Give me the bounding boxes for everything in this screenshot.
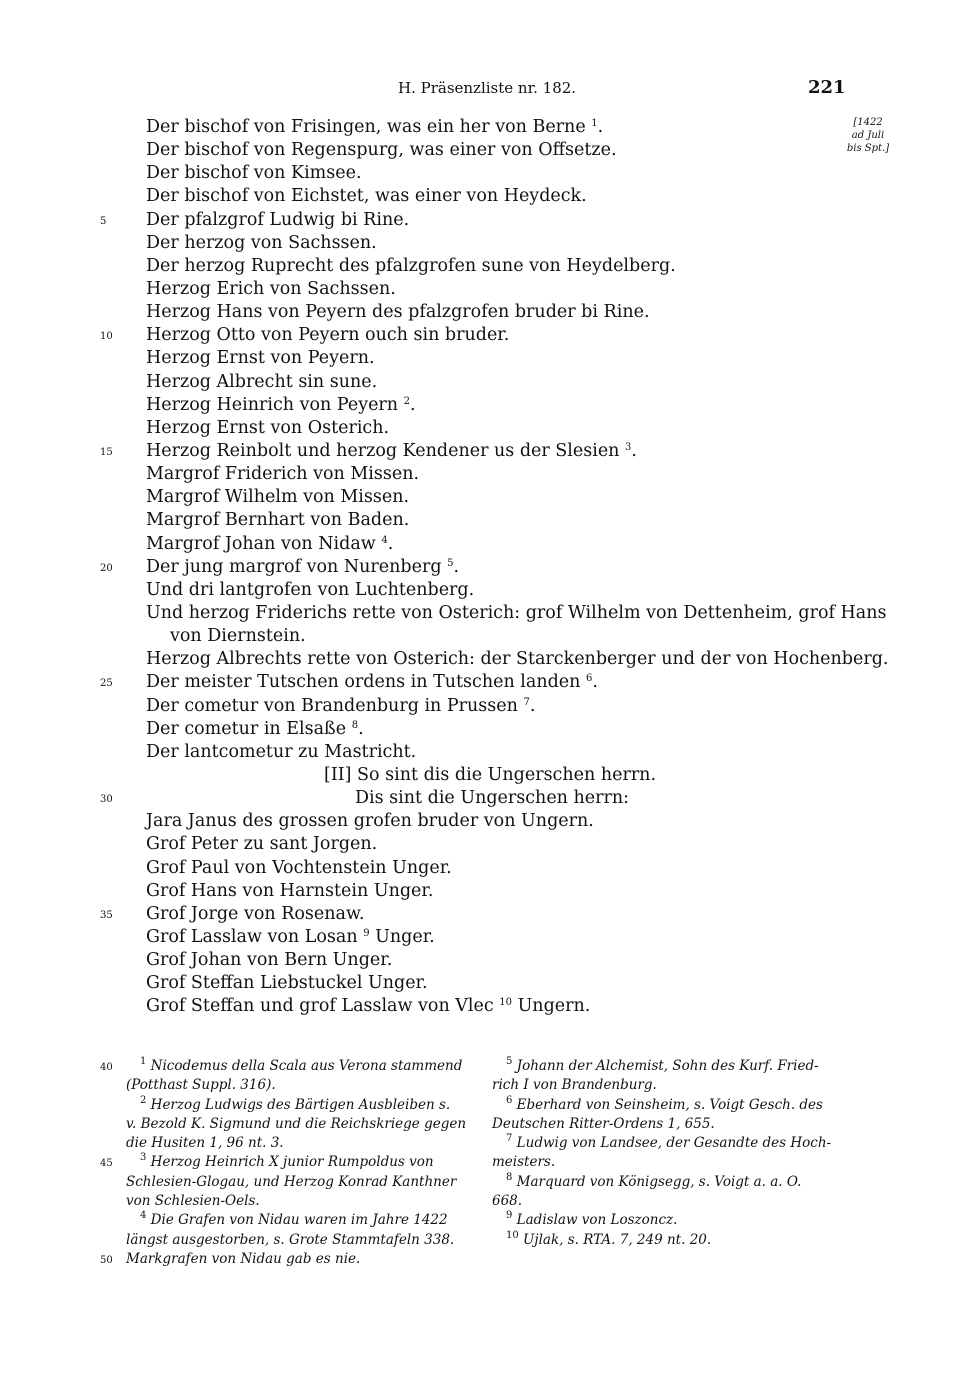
line-text bbox=[170, 625, 306, 648]
line-content: Der herzog von Sachssen. bbox=[146, 232, 377, 253]
line-content: Grof Hans von Harnstein Unger. bbox=[146, 880, 434, 901]
footnotes-left-column bbox=[100, 1056, 471, 1269]
line-text bbox=[146, 139, 617, 162]
text-line bbox=[0, 394, 960, 417]
line-end: . bbox=[592, 672, 598, 693]
line-content: Margrof Friderich von Missen. bbox=[146, 464, 420, 485]
line-number: 5 bbox=[100, 215, 107, 227]
footnote-line bbox=[126, 1115, 471, 1134]
footnote-line bbox=[492, 1096, 837, 1115]
text-line bbox=[0, 417, 960, 440]
footnote-line bbox=[126, 1096, 471, 1115]
line-content: Grof Steffan und grof Lasslaw von Vlec bbox=[146, 996, 494, 1017]
footnote-marker: 1 bbox=[140, 1056, 147, 1067]
line-text bbox=[146, 162, 362, 185]
footnote-line bbox=[100, 1152, 471, 1172]
footnote-text: die Husiten 1, 96 nt. 3. bbox=[126, 1135, 284, 1152]
margin-note-line: [1422 bbox=[853, 117, 883, 128]
line-end: . bbox=[387, 533, 394, 554]
line-end: . bbox=[410, 394, 416, 415]
line-text bbox=[146, 347, 375, 370]
line-content: von Diernstein. bbox=[170, 626, 306, 647]
text-line bbox=[0, 718, 960, 741]
line-number: 20 bbox=[100, 562, 113, 574]
line-content: Und dri lantgrofen von Luchtenberg. bbox=[146, 579, 475, 600]
line-content: Herzog Albrechts rette von Osterich: der Starckenberger und der von Hochenberg. bbox=[146, 649, 889, 670]
footnote-ref: 9 bbox=[363, 927, 370, 939]
line-content: Margrof Bernhart von Baden. bbox=[146, 510, 410, 531]
text-line bbox=[0, 556, 960, 579]
footnote-marker: 6 bbox=[506, 1094, 513, 1106]
text-line bbox=[0, 787, 960, 810]
line-number: 25 bbox=[100, 678, 113, 690]
line-number: 15 bbox=[100, 446, 113, 458]
line-content: Der jung margrof von Nurenberg bbox=[146, 556, 442, 577]
text-line bbox=[0, 810, 960, 833]
line-content: Der herzog Ruprecht des pfalzgrofen sune von Heydelberg. bbox=[146, 255, 676, 276]
line-content: Herzog Reinbolt und herzog Kendener us der Slesien bbox=[146, 440, 620, 461]
line-content: Herzog Otto von Peyern ouch sin bruder. bbox=[146, 325, 510, 346]
line-content: Grof Jorge von Rosenaw. bbox=[146, 903, 365, 924]
text-line bbox=[0, 602, 960, 625]
line-content: Dis sint die Ungerschen herrn: bbox=[355, 788, 630, 809]
footnote-marker: 4 bbox=[140, 1210, 147, 1222]
footnote-ref: 7 bbox=[523, 696, 530, 708]
line-text bbox=[146, 926, 435, 949]
line-text bbox=[146, 880, 433, 903]
margin-note-line: ad Juli bbox=[851, 130, 885, 141]
line-text bbox=[146, 949, 392, 972]
line-content: Margrof Johan von Nidaw bbox=[146, 533, 376, 554]
line-content: Jara Janus des grossen grofen bruder von Ungern. bbox=[146, 811, 594, 832]
text-line bbox=[0, 185, 960, 208]
footnote-line bbox=[126, 1134, 471, 1153]
footnote-text: Nicodemus della Scala aus Verona stammend bbox=[150, 1058, 463, 1074]
footnote-text: meisters. bbox=[492, 1154, 556, 1171]
line-content: [II] So sint dis die Ungerschen herrn. bbox=[324, 764, 657, 785]
text-line bbox=[0, 695, 960, 718]
text-line bbox=[0, 301, 960, 324]
footnote-line bbox=[126, 1231, 471, 1250]
line-end: Ungern. bbox=[512, 996, 591, 1017]
footnote-text: Markgrafen von Nidau gab es nie. bbox=[126, 1250, 361, 1267]
footnote-ref: 4 bbox=[381, 534, 388, 546]
footnote-text: Eberhard von Seinsheim, s. Voigt Gesch. des bbox=[516, 1096, 823, 1113]
text-line bbox=[0, 671, 960, 694]
line-text bbox=[355, 787, 629, 810]
footnote-text: Ujlak, s. RTA. 7, 249 nt. 20. bbox=[523, 1231, 712, 1248]
text-line bbox=[0, 116, 960, 139]
line-content: Grof Lasslaw von Losan bbox=[146, 926, 358, 947]
footnote-text: (Potthast Suppl. 316). bbox=[126, 1077, 276, 1094]
line-content: Der bischof von Eichstet, was einer von Heydeck. bbox=[146, 186, 587, 207]
line-text bbox=[146, 486, 409, 509]
line-content: Der bischof von Frisingen, was ein her von Berne bbox=[146, 117, 586, 137]
text-line bbox=[0, 139, 960, 162]
line-text bbox=[146, 810, 594, 833]
footnote-line bbox=[492, 1231, 837, 1250]
margin-note-line: bis Spt.] bbox=[846, 143, 890, 154]
line-text bbox=[146, 602, 886, 625]
line-text bbox=[146, 509, 409, 532]
footnotes-right-column bbox=[492, 1057, 837, 1250]
line-text bbox=[146, 232, 377, 255]
text-line bbox=[0, 232, 960, 255]
line-content: Der bischof von Regenspurg, was einer von Offsetze. bbox=[146, 140, 617, 161]
footnote-text: Deutschen Ritter-Ordens 1, 655. bbox=[492, 1115, 715, 1132]
line-content: Grof Steffan Liebstuckel Unger. bbox=[146, 973, 428, 994]
text-line bbox=[0, 972, 960, 995]
line-content: Herzog Hans von Peyern des pfalzgrofen bruder bi Rine. bbox=[146, 302, 650, 323]
line-end: . bbox=[631, 440, 637, 461]
line-end: Unger. bbox=[369, 926, 435, 947]
footnote-line bbox=[492, 1134, 837, 1153]
line-content: Der cometur von Brandenburg in Prussen bbox=[146, 695, 518, 716]
footnote-line bbox=[126, 1076, 471, 1095]
footnote-line bbox=[100, 1250, 471, 1269]
line-text bbox=[146, 533, 393, 556]
text-line bbox=[0, 625, 960, 648]
footnote-ref: 8 bbox=[351, 719, 359, 731]
text-line bbox=[0, 579, 960, 602]
line-content: Und herzog Friderichs rette von Osterich: grof Wilhelm von Dettenheim, grof Hans bbox=[146, 602, 887, 623]
footnote-ref: 1 bbox=[591, 118, 598, 129]
line-content: Margrof Wilhelm von Missen. bbox=[146, 487, 410, 508]
line-content: Der pfalzgrof Ludwig bi Rine. bbox=[146, 209, 410, 230]
footnote-text: Johann der Alchemist, Sohn des Kurf. Fried- bbox=[516, 1058, 819, 1074]
footnote-marker: 2 bbox=[140, 1094, 147, 1106]
footnote-line bbox=[492, 1115, 837, 1134]
text-line bbox=[0, 440, 960, 463]
line-text bbox=[146, 463, 419, 486]
footnote-line bbox=[492, 1057, 837, 1076]
footnote-ref: 3 bbox=[625, 441, 632, 453]
line-number: 30 bbox=[100, 794, 113, 806]
line-text bbox=[146, 324, 509, 347]
text-line bbox=[0, 324, 960, 347]
line-text bbox=[324, 764, 656, 787]
line-number: 40 bbox=[100, 1062, 113, 1073]
text-line bbox=[0, 371, 960, 394]
line-content: Herzog Albrecht sin sune. bbox=[146, 371, 378, 392]
line-text bbox=[146, 579, 474, 602]
line-text bbox=[146, 278, 396, 301]
line-text bbox=[146, 556, 459, 579]
line-text bbox=[146, 695, 535, 718]
footnote-marker: 7 bbox=[506, 1133, 513, 1145]
line-number: 10 bbox=[100, 331, 113, 343]
footnote-line bbox=[100, 1056, 471, 1076]
text-line bbox=[0, 833, 960, 856]
text-line bbox=[0, 463, 960, 486]
line-number: 35 bbox=[100, 909, 113, 921]
line-end: . bbox=[529, 695, 536, 716]
text-line bbox=[0, 648, 960, 671]
line-text bbox=[146, 185, 587, 208]
footnote-text: Ludwig von Landsee, der Gesandte des Hoch- bbox=[516, 1135, 832, 1152]
footnote-text: Die Grafen von Nidau waren im Jahre 1422 bbox=[150, 1212, 448, 1229]
line-content: Der cometur in Elsaße bbox=[146, 718, 347, 739]
footnote-marker: 8 bbox=[506, 1171, 513, 1183]
text-line bbox=[0, 903, 960, 926]
text-line bbox=[0, 278, 960, 301]
line-end: . bbox=[453, 556, 460, 577]
attendance-list bbox=[0, 116, 960, 1018]
line-text bbox=[146, 394, 416, 417]
footnote-line bbox=[492, 1173, 837, 1192]
footnote-line bbox=[492, 1192, 837, 1211]
line-text bbox=[146, 440, 637, 463]
footnote-ref: 2 bbox=[403, 395, 411, 407]
footnote-text: Marquard von Königsegg, s. Voigt a. a. O. bbox=[516, 1173, 802, 1190]
footnote-text: rich I von Brandenburg. bbox=[492, 1077, 657, 1094]
line-content: Herzog Ernst von Peyern. bbox=[146, 348, 375, 369]
running-header: H. Präsenzliste nr. 182. bbox=[398, 79, 577, 97]
text-line bbox=[0, 764, 960, 787]
line-text bbox=[146, 718, 364, 741]
line-content: Der meister Tutschen ordens in Tutschen landen bbox=[146, 672, 581, 693]
line-content: Herzog Ernst von Osterich. bbox=[146, 417, 390, 438]
line-content: Grof Peter zu sant Jorgen. bbox=[146, 834, 378, 855]
footnote-ref: 6 bbox=[586, 673, 593, 685]
footnote-ref: 5 bbox=[447, 557, 454, 569]
footnote-text: Herzog Ludwigs des Bärtigen Ausbleiben s. bbox=[150, 1096, 451, 1113]
text-line bbox=[0, 209, 960, 232]
footnote-line bbox=[492, 1211, 837, 1230]
line-text bbox=[146, 671, 598, 694]
line-text bbox=[146, 209, 409, 232]
line-content: Herzog Heinrich von Peyern bbox=[146, 394, 399, 415]
footnote-line bbox=[492, 1076, 837, 1095]
footnote-line bbox=[126, 1211, 471, 1230]
text-line bbox=[0, 949, 960, 972]
line-text bbox=[146, 972, 428, 995]
line-text bbox=[146, 903, 364, 926]
text-line bbox=[0, 533, 960, 556]
footnote-ref: 10 bbox=[499, 997, 512, 1009]
line-text bbox=[146, 833, 377, 856]
footnote-text: 668. bbox=[492, 1193, 523, 1210]
footnote-marker: 5 bbox=[506, 1056, 513, 1067]
text-line bbox=[0, 926, 960, 949]
footnote-text: längst ausgestorben, s. Grote Stammtafeln 338. bbox=[126, 1231, 455, 1248]
text-line bbox=[0, 995, 960, 1018]
line-content: Der bischof von Kimsee. bbox=[146, 163, 362, 184]
line-content: Herzog Erich von Sachssen. bbox=[146, 278, 396, 299]
line-number: 50 bbox=[100, 1254, 113, 1266]
footnote-text: Herzog Heinrich X junior Rumpoldus von bbox=[150, 1154, 434, 1171]
text-line bbox=[0, 162, 960, 185]
line-text bbox=[146, 648, 888, 671]
footnote-line bbox=[492, 1153, 837, 1172]
line-text bbox=[146, 301, 650, 324]
line-content: Grof Paul von Vochtenstein Unger. bbox=[146, 857, 452, 878]
footnote-text: Schlesien-Glogau, und Herzog Konrad Kanthner bbox=[126, 1173, 457, 1190]
text-line bbox=[0, 741, 960, 764]
text-line bbox=[0, 880, 960, 903]
line-text bbox=[146, 116, 603, 139]
line-text bbox=[146, 371, 377, 394]
text-line bbox=[0, 347, 960, 370]
line-text bbox=[146, 417, 389, 440]
footnote-marker: 9 bbox=[506, 1210, 513, 1222]
text-line bbox=[0, 486, 960, 509]
line-content: Der lantcometur zu Mastricht. bbox=[146, 741, 417, 762]
footnote-text: von Schlesien-Oels. bbox=[126, 1193, 260, 1210]
line-content: Grof Johan von Bern Unger. bbox=[146, 950, 393, 971]
line-number: 45 bbox=[100, 1158, 113, 1170]
page-number: 221 bbox=[808, 77, 846, 98]
line-end: . bbox=[597, 117, 604, 137]
text-line bbox=[0, 509, 960, 532]
footnote-marker: 3 bbox=[140, 1152, 147, 1164]
text-line bbox=[0, 255, 960, 278]
footnote-marker: 10 bbox=[506, 1229, 519, 1241]
footnote-line bbox=[126, 1173, 471, 1192]
text-line bbox=[0, 857, 960, 880]
line-text bbox=[146, 857, 452, 880]
line-end: . bbox=[358, 718, 364, 739]
footnote-text: v. Bezold K. Sigmund und die Reichskriege gegen bbox=[126, 1115, 467, 1132]
footnote-line bbox=[126, 1192, 471, 1211]
line-text bbox=[146, 995, 590, 1018]
footnote-text: Ladislaw von Loszoncz. bbox=[516, 1212, 678, 1229]
line-text bbox=[146, 255, 676, 278]
line-text bbox=[146, 741, 416, 764]
